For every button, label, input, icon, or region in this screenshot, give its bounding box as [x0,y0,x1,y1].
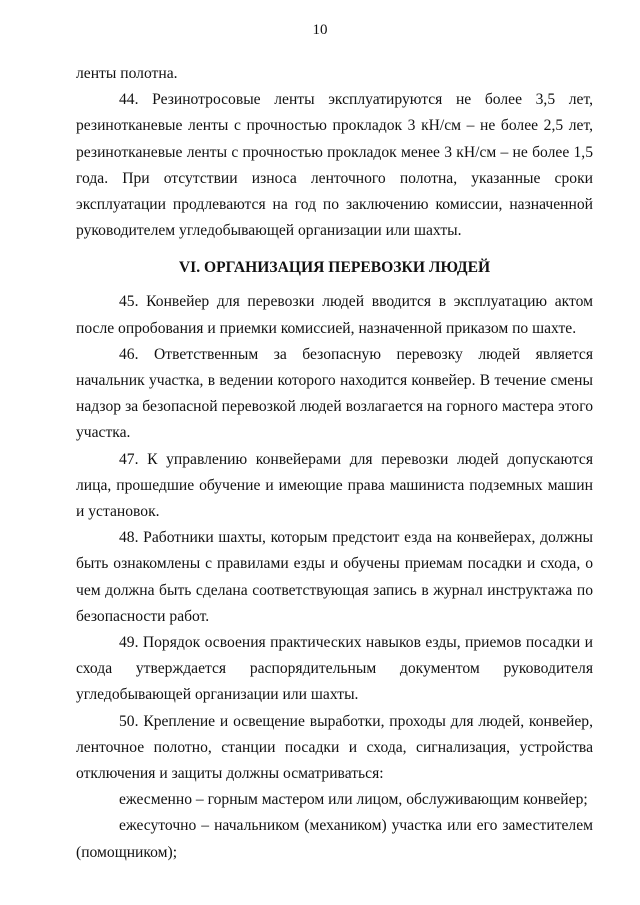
paragraph-44: 44. Резинотросовые ленты эксплуатируются не более 3,5 лет, резинотканевые ленты с прочностью прокладок 3 кН/см – не более 2,5 лет, резинотканевые ленты с прочностью прокладок менее 3 кН/см – не более 1,5 года. При отсутствии износа ленточного полотна, указанные сроки эксплуатации продлеваются на год по заключению комиссии, назначенной руководителем угледобывающей организации или шахты. [76,91,593,240]
paragraph-48: 48. Работники шахты, которым предстоит езда на конвейерах, должны быть ознакомлены с правилами езды и обучены приемам посадки и схода, о чем должна быть сделана соответствующая запись в журнал инструктажа по безопасности работ. [76,529,593,625]
paragraph-continuation: ленты полотна. [76,65,178,82]
paragraph-46: 46. Ответственным за безопасную перевозку людей является начальник участка, в ведении которого находится конвейер. В течение смены надзор за безопасной перевозкой людей возлагается на горного мастера этого участка. [76,345,593,442]
paragraph-47: 47. К управлению конвейерами для перевозки людей допускаются лица, прошедшие обучение и имеющие права машиниста подземных машин и установок. [76,450,593,521]
paragraph-49: 49. Порядок освоения практических навыков езды, приемов посадки и схода утверждается распорядительным документом руководителя угледобывающей организации или шахты. [76,634,593,704]
document-body [76,61,593,866]
paragraph-45: 45. Конвейер для перевозки людей вводится в эксплуатацию актом после опробования и приемки комиссией, назначенной приказом по шахте. [76,293,593,337]
page-number: 10 [312,22,328,38]
list-item-shift-check: ежесменно – горным мастером или лицом, обслуживающим конвейер; [119,791,588,809]
section-heading: VI. ОРГАНИЗАЦИЯ ПЕРЕВОЗКИ ЛЮДЕЙ [178,259,491,277]
paragraph-50: 50. Крепление и освещение выработки, проходы для людей, конвейер, ленточное полотно, станции посадки и схода, сигнализация, устройства отключения и защиты должны осматриваться: [76,712,593,783]
list-item-daily-check: ежесуточно – начальником (механиком) участка или его заместителем (помощником); [76,817,593,861]
